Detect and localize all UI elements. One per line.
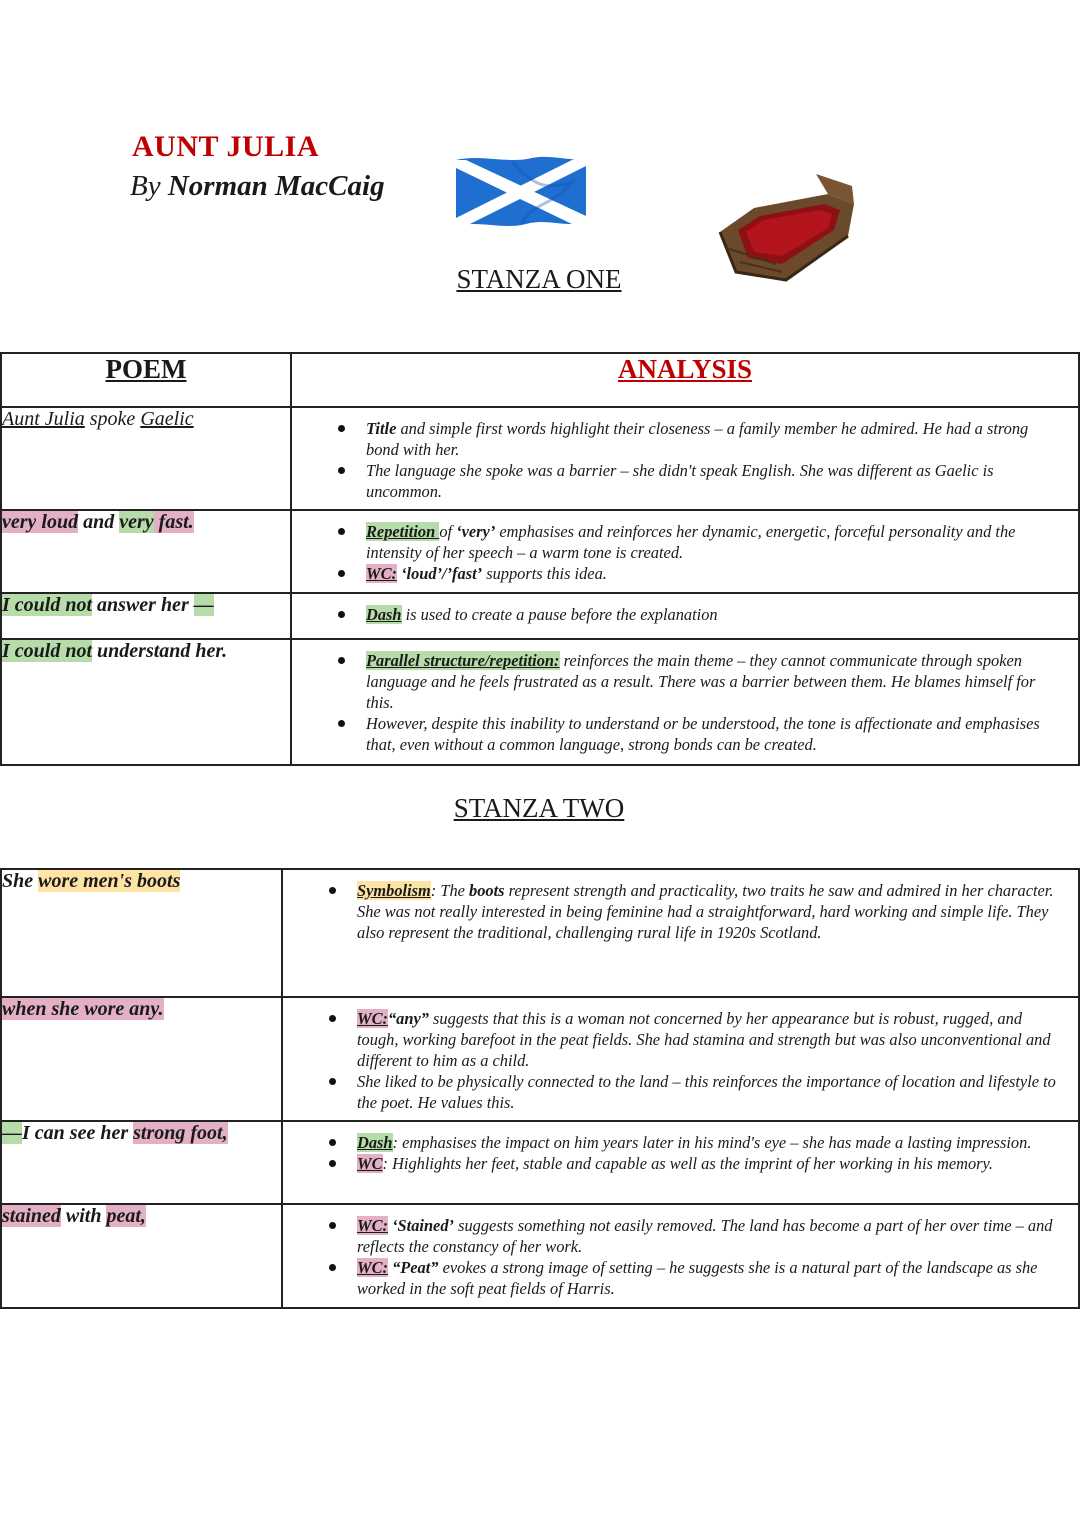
scottish-flag-image — [452, 152, 590, 232]
poem-column-header: POEM — [1, 353, 291, 407]
analysis-bullet: She liked to be physically connected to the land – this reinforces the importance of location and lifestyle to the poet. He values this. — [357, 1071, 1064, 1113]
analysis-bullet: WC: “Peat” evokes a strong image of setting – he suggests she is a natural part of the landscape as she worked in the soft peat fields of Harris. — [357, 1257, 1064, 1299]
analysis-cell — [282, 1204, 1079, 1308]
analysis-bullet: Dash is used to create a pause before the explanation — [366, 604, 1064, 625]
poem-line: I could not understand her. — [1, 639, 291, 765]
analysis-cell — [291, 407, 1079, 510]
poem-line: stained with peat, — [1, 1204, 282, 1308]
analysis-cell — [282, 869, 1079, 997]
table-row — [1, 510, 1079, 593]
analysis-bullet: Dash: emphasises the impact on him years later in his mind's eye – she has made a lasting impression. — [357, 1132, 1064, 1153]
analysis-bullet: WC: ‘Stained’ suggests something not easily removed. The land has become a part of her over time – and reflects the constancy of her work. — [357, 1215, 1064, 1257]
table-row — [1, 869, 1079, 997]
analysis-cell — [291, 593, 1079, 639]
table-row — [1, 593, 1079, 639]
analysis-bullet: Title and simple first words highlight their closeness – a family member he admired. He had a strong bond with her. — [366, 418, 1064, 460]
analysis-bullet: Repetition of ‘very’ emphasises and reinforces her dynamic, energetic, forceful personality and the intensity of her speech – a warm tone is created. — [366, 521, 1064, 563]
analysis-column-header: ANALYSIS — [291, 353, 1079, 407]
analysis-bullet: WC: Highlights her feet, stable and capable as well as the imprint of her working in his memory. — [357, 1153, 1064, 1174]
author-name: Norman MacCaig — [167, 170, 385, 202]
analysis-bullet: WC: ‘loud’/’fast’ supports this idea. — [366, 563, 1064, 584]
stanza-two-table — [0, 868, 1080, 1309]
stanza-one-heading: STANZA ONE — [456, 264, 622, 294]
table-header-row — [1, 353, 1079, 407]
byline-prefix: By — [130, 170, 161, 202]
table-row — [1, 639, 1079, 765]
poem-line: Aunt Julia spoke Gaelic — [1, 407, 291, 510]
analysis-bullet: The language she spoke was a barrier – she didn't speak English. She was different as Gaelic is uncommon. — [366, 460, 1064, 502]
stanza-one-table — [0, 352, 1080, 766]
poem-line: I could not answer her — — [1, 593, 291, 639]
coffin-image — [716, 168, 858, 286]
analysis-bullet: Parallel structure/repetition: reinforces the main theme – they cannot communicate through spoken language and he feels frustrated as a result. There was a barrier between them. He blames himself for this. — [366, 650, 1064, 713]
table-row — [1, 1204, 1079, 1308]
poem-line: very loud and very fast. — [1, 510, 291, 593]
poem-line: —I can see her strong foot, — [1, 1121, 282, 1204]
analysis-bullet: Symbolism: The boots represent strength and practicality, two traits he saw and admired in her character. She was not really interested in being feminine had a straightforward, hard working and simple life. They also represent the traditional, challenging rural life in 1920s Scotland. — [357, 880, 1064, 943]
byline — [130, 170, 385, 203]
poem-line: when she wore any. — [1, 997, 282, 1121]
analysis-cell — [282, 997, 1079, 1121]
poem-title: AUNT JULIA — [132, 130, 319, 163]
poem-line: She wore men's boots — [1, 869, 282, 997]
analysis-cell — [291, 639, 1079, 765]
table-row — [1, 407, 1079, 510]
table-row — [1, 997, 1079, 1121]
analysis-bullet: WC:“any” suggests that this is a woman not concerned by her appearance but is robust, rugged, and tough, working barefoot in the peat fields. She had stamina and strength but was also unconventional and different to him as a child. — [357, 1008, 1064, 1071]
analysis-cell — [291, 510, 1079, 593]
analysis-bullet: However, despite this inability to understand or be understood, the tone is affectionate and emphasises that, even without a common language, strong bonds can be created. — [366, 713, 1064, 755]
stanza-two-heading: STANZA TWO — [453, 793, 625, 823]
analysis-cell — [282, 1121, 1079, 1204]
table-row — [1, 1121, 1079, 1204]
